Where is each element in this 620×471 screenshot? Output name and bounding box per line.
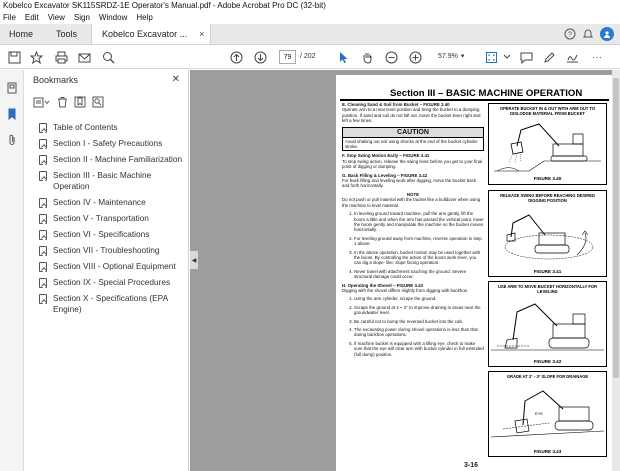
- menu-help[interactable]: Help: [136, 13, 153, 22]
- highlight-button[interactable]: [543, 49, 556, 65]
- caution-box: [342, 127, 484, 152]
- bookmark-icon: [39, 246, 47, 256]
- bookmark-item[interactable]: [39, 138, 187, 149]
- bookmark-icon: [39, 230, 47, 240]
- heading-e: E. Cleaning Sand & Soil from Bucket – FIGURE 3.40: [342, 102, 450, 107]
- list-item: 4. The excavating power during shovel operations is less than that during backhoe operations.: [354, 327, 484, 338]
- save-icon: [8, 51, 21, 64]
- tab-tools[interactable]: [42, 24, 91, 44]
- bookmark-item[interactable]: [39, 245, 187, 256]
- list-item: 1. In leveling ground toward machine, pull the arm gently, lift the boom a little and when the arm has passed the vertical point, lower the boom gently and manipulate the machine so the bucket moves horizontally.: [354, 211, 484, 233]
- list-item: 1. Using the arm cylinder, scrape the ground.: [354, 296, 484, 301]
- tab-home[interactable]: [0, 24, 42, 44]
- heading-f: F. Stop Swing Motion Early – FIGURE 3.41: [342, 153, 430, 159]
- find-button[interactable]: [102, 49, 115, 65]
- collapse-panel-handle[interactable]: [190, 251, 198, 269]
- chevron-down-small-icon: [504, 54, 510, 60]
- figure-caption: FIGURE 3.40: [533, 176, 562, 181]
- plus-circle-icon: [409, 51, 422, 64]
- bookmark-item[interactable]: [39, 122, 187, 133]
- options-menu-icon[interactable]: [33, 97, 51, 108]
- search-icon: [102, 51, 115, 64]
- list-item: 3. In the above operation, bucket motion may be used together with the boom. By controlling the action of the boom work lever, you can dig a slope- like, slope facing operation.: [354, 250, 484, 266]
- bookmark-item[interactable]: [39, 229, 187, 240]
- heading-h: H. Operating the Shovel – FIGURE 3.43: [342, 282, 424, 288]
- tab-document-label: Kobelco Excavator ...: [102, 29, 188, 39]
- zoom-out-button[interactable]: [385, 49, 398, 65]
- title-rule: [340, 99, 609, 101]
- print-icon: [55, 51, 68, 64]
- bookmarks-title: Bookmarks: [33, 75, 79, 85]
- list-item: 2. For leveling ground away from machine, reverse operation in step 1 above.: [354, 236, 484, 247]
- hand-icon: [361, 51, 374, 64]
- menu-edit[interactable]: Edit: [24, 13, 39, 22]
- user-avatar[interactable]: [600, 27, 614, 41]
- zoom-value: 57.9%: [438, 53, 458, 60]
- bookmark-icon: [39, 155, 47, 165]
- excavator-swing-illustration: [489, 203, 606, 265]
- figure-title: OPERATE BUCKET IN & OUT WITH ARM OUT TO DISLODGE MATERIAL FROM BUCKET: [499, 106, 596, 116]
- bookmark-item[interactable]: [39, 213, 187, 224]
- minus-circle-icon: [385, 51, 398, 64]
- bookmark-icon: [39, 139, 47, 149]
- text-h: Digging with the shovel differs slightly from digging with backhoe.: [342, 287, 469, 293]
- bookmark-list: [39, 122, 187, 320]
- bookmark-item[interactable]: [39, 170, 187, 192]
- email-button[interactable]: [78, 49, 91, 65]
- bookmark-icon: [39, 278, 47, 288]
- main-toolbar: [0, 45, 620, 69]
- bookmark-icon: [39, 214, 47, 224]
- save-button[interactable]: [8, 49, 21, 65]
- bookmark-item[interactable]: [39, 154, 187, 165]
- window-title: Kobelco Excavator SK115SRDZ-1E Operator's Manual.pdf - Adobe Acrobat Pro DC (32-bit): [0, 0, 620, 12]
- tab-document[interactable]: [91, 24, 211, 44]
- bookmark-label: Section VIII - Optional Equipment: [53, 261, 176, 271]
- arrow-down-circle-icon: [254, 51, 267, 64]
- menu-view[interactable]: View: [47, 13, 65, 22]
- note-label: NOTE: [406, 191, 420, 197]
- sign-icon: [566, 51, 579, 64]
- figure-caption: FIGURE 3.42: [533, 359, 562, 364]
- bookmark-label: Section IV - Maintenance: [53, 197, 146, 207]
- bookmark-label: Section IX - Special Procedures: [53, 277, 171, 287]
- bookmark-icon: [39, 123, 47, 133]
- zoom-in-button[interactable]: [409, 49, 422, 65]
- page-number-label: 3-16: [464, 462, 479, 469]
- delete-bookmark-icon[interactable]: [57, 96, 68, 108]
- list-item: 5. If machine bucket is equipped with a lifting eye, check to make sure that the eye will clear arm with bucket cylinder in full extended (full dump) position.: [354, 341, 484, 357]
- figure-3-43: [488, 371, 607, 457]
- pen-icon: [543, 51, 556, 64]
- menu-file[interactable]: File: [3, 13, 16, 22]
- comment-button[interactable]: [520, 49, 533, 65]
- new-bookmark-icon[interactable]: [74, 96, 86, 108]
- view-options-button[interactable]: [504, 49, 510, 65]
- svg-text:?: ?: [568, 31, 572, 39]
- section-title: Section III – BASIC MACHINE OPERATION: [390, 88, 583, 99]
- hand-tool-button[interactable]: [361, 49, 374, 65]
- print-button[interactable]: [55, 49, 68, 65]
- figure-3-42: [488, 281, 607, 367]
- notifications-icon[interactable]: [582, 28, 594, 40]
- tab-bar: [0, 24, 620, 45]
- bookmarks-panel: [25, 70, 189, 471]
- cursor-icon: [338, 51, 350, 64]
- figure-title: GRADE AT 2° - 3° SLOPE FOR DRAINAGE: [506, 374, 589, 379]
- bookmark-label: Section VII - Troubleshooting: [53, 245, 160, 255]
- arrow-up-circle-icon: [230, 51, 243, 64]
- excavator-leveling-illustration: [489, 294, 606, 356]
- next-page-button[interactable]: [254, 49, 267, 65]
- bookmark-item[interactable]: [39, 261, 187, 272]
- bookmark-icon: [39, 198, 47, 208]
- menu-sign[interactable]: Sign: [73, 13, 90, 22]
- user-icon: [603, 30, 611, 38]
- eye-label: EYE: [535, 411, 544, 416]
- bookmark-label: Section III - Basic Machine Operation: [53, 170, 152, 191]
- tab-close-icon[interactable]: ×: [199, 29, 205, 39]
- close-panel-icon[interactable]: ✕: [171, 74, 180, 85]
- bookmark-label: Section V - Transportation: [53, 213, 149, 223]
- chevron-down-icon: ▾: [460, 53, 465, 60]
- vertical-scrollbar[interactable]: [612, 70, 620, 471]
- bookmark-label: Section VI - Specifications: [53, 229, 150, 239]
- caution-label: CAUTION: [343, 128, 483, 138]
- page-total: / 202: [300, 53, 316, 60]
- scrollbar-thumb[interactable]: [613, 78, 619, 378]
- bookmark-item[interactable]: [39, 277, 187, 288]
- list-item: 3. Be careful not to bump the reversed bucket into the cab.: [354, 319, 484, 324]
- h-steps: [342, 296, 484, 357]
- excavator-dumping-illustration: [489, 116, 606, 176]
- bookmarks-panel-icon[interactable]: [6, 108, 18, 120]
- text-f: To stop swing action, release the swing lever before you get to your final point of digging or dumping.: [342, 158, 483, 170]
- list-item: 4. Never travel with attachment touching the ground. Severe structural damage could occur.: [354, 269, 484, 280]
- note-text: Do not push or pull material with the bucket like a bulldozer when using the machine to level material.: [342, 197, 481, 208]
- fill-sign-button[interactable]: [566, 49, 579, 65]
- figure-3-41: [488, 190, 607, 277]
- find-bookmark-icon[interactable]: [92, 96, 104, 108]
- help-icon[interactable]: [564, 28, 576, 40]
- list-item: 2. Scrape the ground at 2 ~ 3° to improve draining in areas near the groundwater level.: [354, 305, 484, 316]
- bookmark-label: Table of Contents: [53, 122, 118, 132]
- bookmark-button[interactable]: [30, 49, 43, 65]
- figure-title: USE ARM TO MOVE BUCKET HORIZONTALLY FOR LEVELING: [497, 284, 598, 294]
- text-e: Operate arm to a near level position and bring the bucket to a dumping position. If sand and soil do not fall out, move the bucket lever right and left a few times.: [342, 107, 481, 124]
- fit-page-button[interactable]: [485, 49, 498, 65]
- zoom-select[interactable]: [438, 50, 464, 64]
- figure-title: RELEASE SWING BEFORE REACHING DESIRED DIGGING POSITION: [500, 193, 595, 203]
- g-steps: [342, 211, 484, 279]
- select-tool-button[interactable]: [338, 49, 350, 65]
- figure-caption: FIGURE 3.43: [533, 449, 562, 454]
- fit-page-icon: [485, 51, 498, 64]
- bookmark-icon: [39, 171, 47, 181]
- page-thumbnails-icon[interactable]: [6, 82, 18, 94]
- attachments-icon[interactable]: [6, 134, 18, 146]
- more-icon: ···: [592, 51, 602, 63]
- figure-caption: FIGURE 3.41: [533, 269, 562, 274]
- previous-page-button[interactable]: [230, 49, 243, 65]
- shovel-operation-illustration: [489, 379, 606, 441]
- menu-window[interactable]: Window: [98, 13, 128, 22]
- bookmark-item[interactable]: [39, 293, 187, 315]
- bookmark-icon: [39, 294, 47, 304]
- bookmark-label: Section I - Safety Precautions: [53, 138, 163, 148]
- figure-3-40: [488, 103, 607, 185]
- pdf-page: [336, 75, 613, 471]
- page-number-input[interactable]: 79: [279, 50, 296, 64]
- mail-icon: [78, 51, 91, 64]
- chevron-left-icon: ◀: [191, 257, 197, 264]
- bookmark-item[interactable]: [39, 197, 187, 208]
- bookmark-label: Section II - Machine Familiarization: [53, 154, 183, 164]
- bookmark-icon: [39, 262, 47, 272]
- more-tools-button[interactable]: [592, 49, 602, 65]
- tab-home-label: Home: [9, 29, 34, 39]
- caution-text: Avoid shaking out soil using shocks at the end of the bucket cylinder stroke.: [345, 138, 478, 150]
- text-column: [342, 102, 484, 360]
- heading-g: G. Back Filling & Leveling – FIGURE 3.42: [342, 172, 428, 178]
- comment-icon: [520, 51, 533, 64]
- bookmark-label: Section X - Specifications (EPA Engine): [53, 293, 168, 314]
- navigation-rail: [0, 70, 24, 471]
- star-icon: [30, 51, 43, 64]
- tab-tools-label: Tools: [56, 29, 78, 39]
- menu-bar: [0, 12, 620, 24]
- text-g: For back filling and leveling work after digging, move the bucket back and forth horizontally.: [342, 178, 476, 189]
- bookmark-tools: [33, 96, 104, 108]
